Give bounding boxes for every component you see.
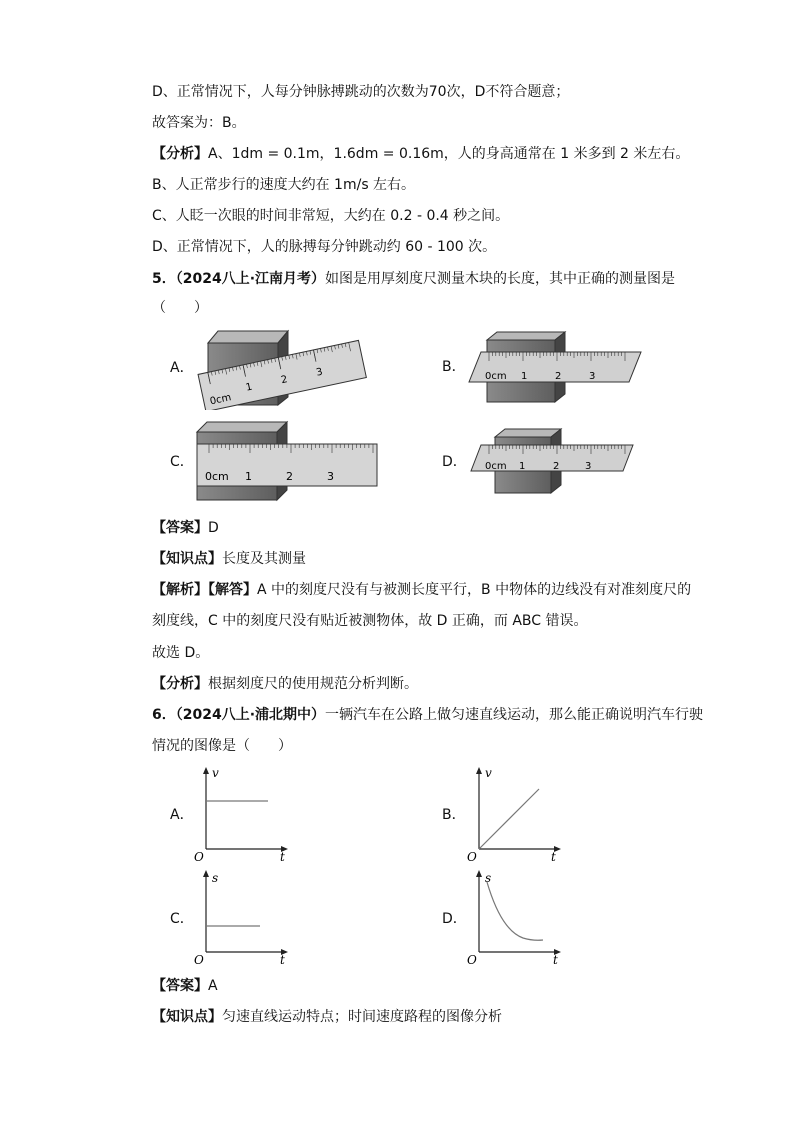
ruler-d-label-0: 0cm: [485, 461, 507, 472]
ruler-b-label-3: 3: [589, 371, 596, 382]
analysis-text: A、1dm = 0.1m，1.6dm = 0.16m，人的身高通常在 1 米多到 2 米左右。: [208, 146, 690, 162]
q6-knowledge: [152, 1007, 502, 1027]
q5-analysis-text-1: A 中的刻度尺没有与被测长度平行，B 中物体的边线没有对准刻度尺的: [257, 582, 692, 598]
q5-answer: [152, 518, 219, 538]
ruler-b-label-2: 2: [555, 371, 562, 382]
q6-option-a-label: A．: [170, 807, 194, 823]
analysis-tag: 【分析】: [152, 146, 208, 162]
prev-answer-line: 故答案为：B。: [152, 115, 246, 131]
ruler-a-label-0: 0cm: [208, 392, 233, 408]
q6-option-c-label: C．: [170, 911, 194, 927]
q5-analysis-2: 刻度线，C 中的刻度尺没有贴近被测物体，故 D 正确，而 ABC 错误。: [152, 613, 588, 629]
q6-number: 6．: [152, 707, 176, 723]
graph-c-xlabel: t: [280, 953, 285, 967]
ruler-d-label-3: 3: [585, 461, 592, 472]
q6-option-d-label: D．: [442, 911, 467, 927]
ruler-c-label-0: 0cm: [205, 470, 229, 483]
q5-knowledge-text: 长度及其测量: [222, 551, 306, 567]
q5-figure-a: [192, 325, 372, 410]
q5-stem-text: 如图是用厚刻度尺测量木块的长度，其中正确的测量图是: [325, 271, 676, 287]
q6-graph-a: [192, 765, 292, 865]
q6-answer-value: A: [208, 978, 218, 994]
ruler-c-label-1: 1: [245, 470, 252, 483]
graph-b-xlabel: t: [551, 850, 556, 864]
graph-d-ylabel: s: [485, 871, 492, 885]
graph-c-origin: O: [194, 953, 204, 967]
q5-fenxi: [152, 674, 418, 694]
ruler-a-label-2: 2: [280, 374, 289, 387]
prev-analysis-line: [152, 144, 689, 164]
q5-figure-d: [465, 425, 640, 495]
graph-b-line: [479, 789, 539, 849]
ruler-c-label-2: 2: [286, 470, 293, 483]
graph-a-ylabel: v: [212, 766, 219, 780]
prev-analysis-c: C、人眨一次眼的时间非常短，大约在 0.2 - 0.4 秒之间。: [152, 208, 510, 224]
prev-analysis-b: B、人正常步行的速度大约在 1m/s 左右。: [152, 177, 416, 193]
q5-option-b-label: B．: [442, 359, 466, 375]
q6-option-b-label: B．: [442, 807, 466, 823]
q5-answer-tag: 【答案】: [152, 520, 208, 536]
ruler-a-label-1: 1: [244, 381, 254, 394]
graph-d-xlabel: t: [553, 953, 558, 967]
ruler-c-label-3: 3: [327, 470, 334, 483]
q5-choose: 故选 D。: [152, 645, 210, 661]
q6-graph-c: [192, 868, 292, 968]
q6-knowledge-text: 匀速直线运动特点；时间速度路程的图像分析: [222, 1009, 502, 1025]
q5-fenxi-tag: 【分析】: [152, 676, 208, 692]
q5-option-c-label: C．: [170, 454, 194, 470]
ruler-b-label-0: 0cm: [485, 371, 507, 382]
q5-stem: [152, 269, 675, 289]
graph-d-origin: O: [467, 953, 477, 967]
q5-knowledge: [152, 549, 306, 569]
graph-b-ylabel: v: [485, 766, 492, 780]
graph-b-origin: O: [467, 850, 477, 864]
q5-answer-value: D: [208, 520, 219, 536]
q6-stem-2: 情况的图像是（ ）: [152, 738, 292, 754]
q6-knowledge-tag: 【知识点】: [152, 1009, 222, 1025]
ruler-a-label-3: 3: [315, 366, 324, 379]
q5-blank: （ ）: [152, 300, 208, 316]
q5-option-d-label: D．: [442, 454, 467, 470]
q5-option-a-label: A．: [170, 360, 194, 376]
ruler-b-label-1: 1: [521, 371, 528, 382]
q5-analysis-1: [152, 580, 691, 600]
graph-a-origin: O: [194, 850, 204, 864]
q5-source: （2024八上·江南月考）: [175, 271, 326, 287]
q5-number: 5．: [152, 271, 176, 287]
q6-answer-tag: 【答案】: [152, 978, 208, 994]
q5-analysis-tag: 【解析】【解答】: [152, 582, 257, 598]
q6-source: （2024八上·浦北期中）: [175, 707, 326, 723]
q5-knowledge-tag: 【知识点】: [152, 551, 222, 567]
graph-c-ylabel: s: [212, 871, 219, 885]
q6-graph-d: [465, 868, 565, 968]
prev-analysis-d: D、正常情况下，人的脉搏每分钟跳动约 60 - 100 次。: [152, 239, 497, 255]
q5-figure-c: [195, 420, 380, 502]
q5-figure-b: [465, 330, 645, 405]
ruler-d-label-2: 2: [553, 461, 560, 472]
q6-stem-text-1: 一辆汽车在公路上做匀速直线运动，那么能正确说明汽车行驶: [325, 707, 704, 723]
q6-graph-b: [465, 765, 565, 865]
graph-a-xlabel: t: [280, 850, 285, 864]
prev-option-d-line: D、正常情况下，人每分钟脉搏跳动的次数为70次，D不符合题意；: [152, 84, 570, 100]
q6-stem-1: [152, 705, 703, 725]
q5-fenxi-text: 根据刻度尺的使用规范分析判断。: [208, 676, 418, 692]
ruler-d-label-1: 1: [519, 461, 526, 472]
graph-d-curve: [487, 882, 543, 940]
q6-answer: [152, 976, 218, 996]
